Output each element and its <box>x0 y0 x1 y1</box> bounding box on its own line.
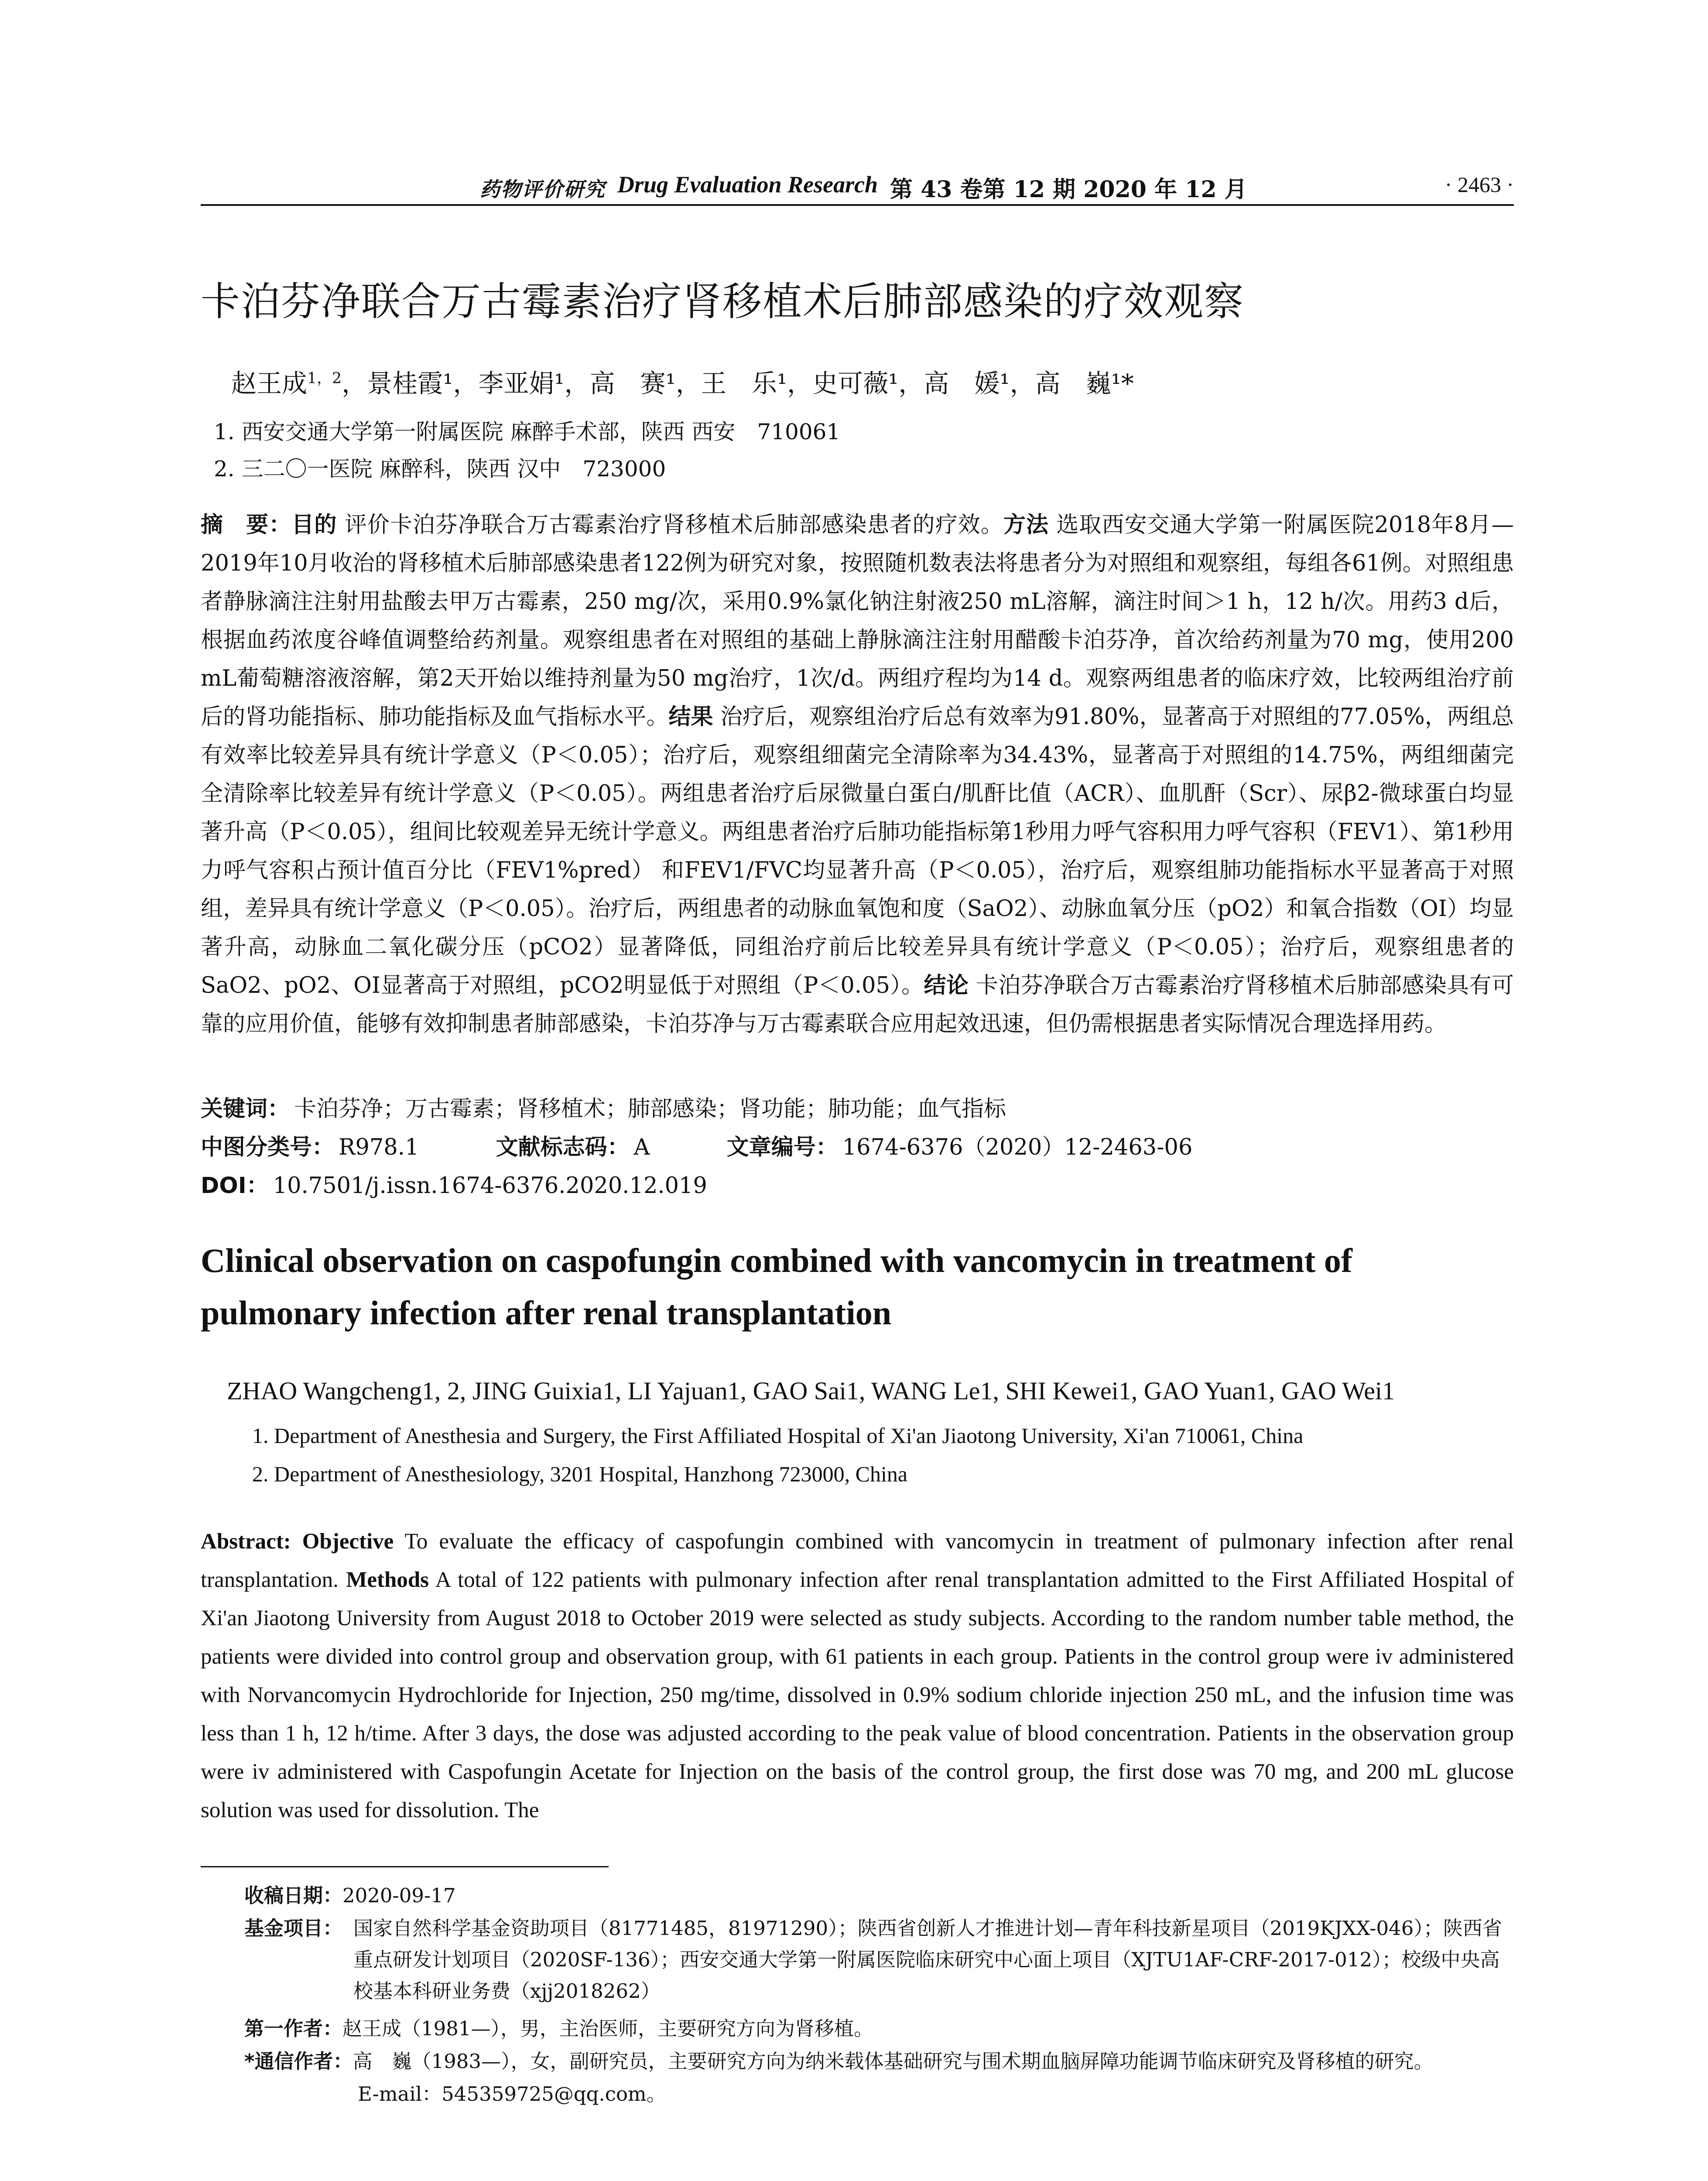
objective-en-text: To evaluate the efficacy of caspofungin combined with vancomycin in treatment of pulmonary infection after renal transplantation. <box>201 1529 1514 1592</box>
classification-line <box>201 1129 1262 1161</box>
footnote-received <box>244 1880 455 1911</box>
affiliation-cn-2: 2. 三二〇一医院 麻醉科，陕西 汉中 723000 <box>214 456 666 482</box>
footnote-rule <box>201 1866 609 1867</box>
affiliation-en-1: 1. Department of Anesthesia and Surgery, the First Affiliated Hospital of Xi'an Jiaotong University, Xi'an 710061, China <box>252 1423 1304 1448</box>
author-sup: 1，2 <box>307 369 342 387</box>
corresponding-text: 高 巍（1983—），女，副研究员，主要研究方向为纳米载体基础研究与围术期血脑屏障功能调节临床研究及肾移植的研究。 <box>353 2050 1434 2073</box>
abstract-label: 摘 要： <box>201 512 292 538</box>
authors-en: ZHAO Wangcheng1, 2, JING Guixia1, LI Yajuan1, GAO Sai1, WANG Le1, SHI Kewei1, GAO Yuan1, GAO Wei1 <box>227 1377 1395 1405</box>
first-author-label: 第一作者： <box>244 2017 343 2040</box>
conclusion-label: 结论 <box>924 973 969 998</box>
keywords-label: 关键词： <box>201 1096 290 1122</box>
running-header <box>201 171 1514 206</box>
journal-logo: 药物评价研究 <box>480 178 606 201</box>
methods-en-label: Methods <box>346 1568 429 1592</box>
abstract-cn <box>201 506 1514 1043</box>
footnote-fund <box>244 1913 1514 2007</box>
conclusion-text: 卡泊芬净联合万古霉素治疗肾移植术后肺部感染具有可靠的应用价值，能够有效抑制患者肺部感染，卡泊芬净与万古霉素联合应用起效迅速，但仍需根据患者实际情况合理选择用药。 <box>201 973 1514 1037</box>
affiliation-en-2: 2. Department of Anesthesiology, 3201 Hospital, Hanzhong 723000, China <box>252 1462 908 1486</box>
first-author-cn: 赵王成 <box>231 369 308 398</box>
authors-cn <box>231 363 1134 400</box>
received-label: 收稿日期： <box>244 1884 343 1907</box>
first-author-text: 赵王成（1981—），男，主治医师，主要研究方向为肾移植。 <box>342 2017 874 2040</box>
fund-text: 国家自然科学基金资助项目（81771485，81971290）；陕西省创新人才推进计划—青年科技新星项目（2019KJXX-046）；陕西省重点研发计划项目（2020SF-136）；西安交通大学第一附属医院临床研究中心面上项目（XJTU1AF-CRF-2017-012）；校级中央高校基本科研业务费（xjj2018262） <box>353 1917 1502 2003</box>
fund-label: 基金项目： <box>244 1917 343 1940</box>
footnote-email: E-mail：545359725@qq.com。 <box>358 2082 666 2106</box>
corresponding-label: *通信作者： <box>244 2050 353 2073</box>
footnote-corresponding <box>244 2046 1514 2077</box>
issue-info: 第 43 卷第 12 期 2020 年 12 月 <box>890 176 1247 203</box>
methods-label: 方法 <box>1003 512 1049 538</box>
article-no-label: 文章编号： <box>726 1135 838 1160</box>
results-label: 结果 <box>668 704 713 730</box>
doc-code-label: 文献标志码： <box>496 1135 630 1160</box>
clc-label: 中图分类号： <box>201 1135 335 1160</box>
other-authors-cn: ，景桂霞¹，李亚娟¹，高 赛¹，王 乐¹，史可薇¹，高 媛¹，高 巍¹* <box>342 369 1134 398</box>
results-text: 治疗后，观察组治疗后总有效率为91.80%，显著高于对照组的77.05%，两组总有效率比较差异具有统计学意义（P＜0.05）；治疗后，观察组细菌完全清除率为34.43%，显著高于对照组的14.75%，两组细菌完全清除率比较差异有统计学意义（P＜0.05）。两组患者治疗后尿微量白蛋白/肌酐比值（ACR）、血肌酐（Scr）、尿β2-微球蛋白均显著升高（P＜0.05），组间比较观差异无统计学意义。两组患者治疗后肺功能指标第1秒用力呼气容积用力呼气容积（FEV1）、第1秒用力呼气容积占预计值百分比（FEV1%pred） 和FEV1/FVC均显著升高（P＜0.05），治疗后，观察组肺功能指标水平显著高于对照组，差异具有统计学意义（P＜0.05）。治疗后，两组患者的动脉血氧饱和度（SaO2）、动脉血氧分压（pO2）和氧合指数（OI）均显著升高，动脉血二氧化碳分压（pCO2）显著降低，同组治疗前后比较差异具有统计学意义（P＜0.05）；治疗后，观察组患者的SaO2、pO2、OI显著高于对照组，pCO2明显低于对照组（P＜0.05）。 <box>201 704 1514 998</box>
keywords-cn <box>201 1090 1006 1123</box>
header-rule <box>201 204 1514 206</box>
abstract-en-label: Abstract: <box>201 1529 302 1554</box>
doi-value: 10.7501/j.issn.1674-6376.2020.12.019 <box>273 1173 707 1199</box>
objective-label: 目的 <box>291 512 337 538</box>
doi-label: DOI： <box>201 1173 269 1199</box>
clc-value: R978.1 <box>339 1135 419 1160</box>
affiliation-cn-1: 1. 西安交通大学第一附属医院 麻醉手术部，陕西 西安 710061 <box>214 419 841 444</box>
keywords-text: 卡泊芬净；万古霉素；肾移植术；肺部感染；肾功能；肺功能；血气指标 <box>294 1096 1006 1122</box>
journal-name: Drug Evaluation Research <box>617 171 878 198</box>
footnote-first-author <box>244 2013 873 2044</box>
title-cn: 卡泊芬净联合万古霉素治疗肾移植术后肺部感染的疗效观察 <box>201 279 1244 325</box>
objective-en-label: Objective <box>302 1529 394 1554</box>
objective-text: 评价卡泊芬净联合万古霉素治疗肾移植术后肺部感染患者的疗效。 <box>337 512 1003 538</box>
title-en: Clinical observation on caspofungin combined with vancomycin in treatment of pulmonary infection after renal transplantation <box>201 1241 1352 1332</box>
article-no-value: 1674-6376（2020）12-2463-06 <box>842 1135 1193 1160</box>
methods-text: 选取西安交通大学第一附属医院2018年8月—2019年10月收治的肾移植术后肺部感染患者122例为研究对象，按照随机数表法将患者分为对照组和观察组，每组各61例。对照组患者静脉滴注注射用盐酸去甲万古霉素，250 mg/次，采用0.9%氯化钠注射液250 mL溶解，滴注时间＞1 h，12 h/次。用药3 d后，根据血药浓度谷峰值调整给药剂量。观察组患者在对照组的基础上静脉滴注注射用醋酸卡泊芬净，首次给药剂量为70 mg，使用200 mL葡萄糖溶液溶解，第2天开始以维持剂量为50 mg治疗，1次/d。两组疗程均为14 d。观察两组患者的临床疗效，比较两组治疗前后的肾功能指标、肺功能指标及血气指标水平。 <box>201 512 1514 730</box>
methods-en-text: A total of 122 patients with pulmonary infection after renal transplantation admitted to the First Affiliated Hospital of Xi'an Jiaotong University from August 2018 to October 2019 were selected as study subjects. According to the random number table method, the patients were divided into control group and observation group, with 61 patients in each group. Patients in the control group were iv administered with Norvancomycin Hydrochloride for Injection, 250 mg/time, dissolved in 0.9% sodium chloride injection 250 mL, and the infusion time was less than 1 h, 12 h/time. After 3 days, the dose was adjusted according to the peak value of blood concentration. Patients in the observation group were iv administered with Caspofungin Acetate for Injection on the basis of the control group, the first dose was 70 mg, and 200 mL glucose solution was used for dissolution. The <box>201 1568 1514 1822</box>
abstract-en <box>201 1522 1514 1829</box>
received-date: 2020-09-17 <box>342 1884 456 1907</box>
doi-line <box>201 1167 707 1200</box>
page-number: · 2463 · <box>1444 172 1514 197</box>
doc-code-value: A <box>633 1135 650 1160</box>
